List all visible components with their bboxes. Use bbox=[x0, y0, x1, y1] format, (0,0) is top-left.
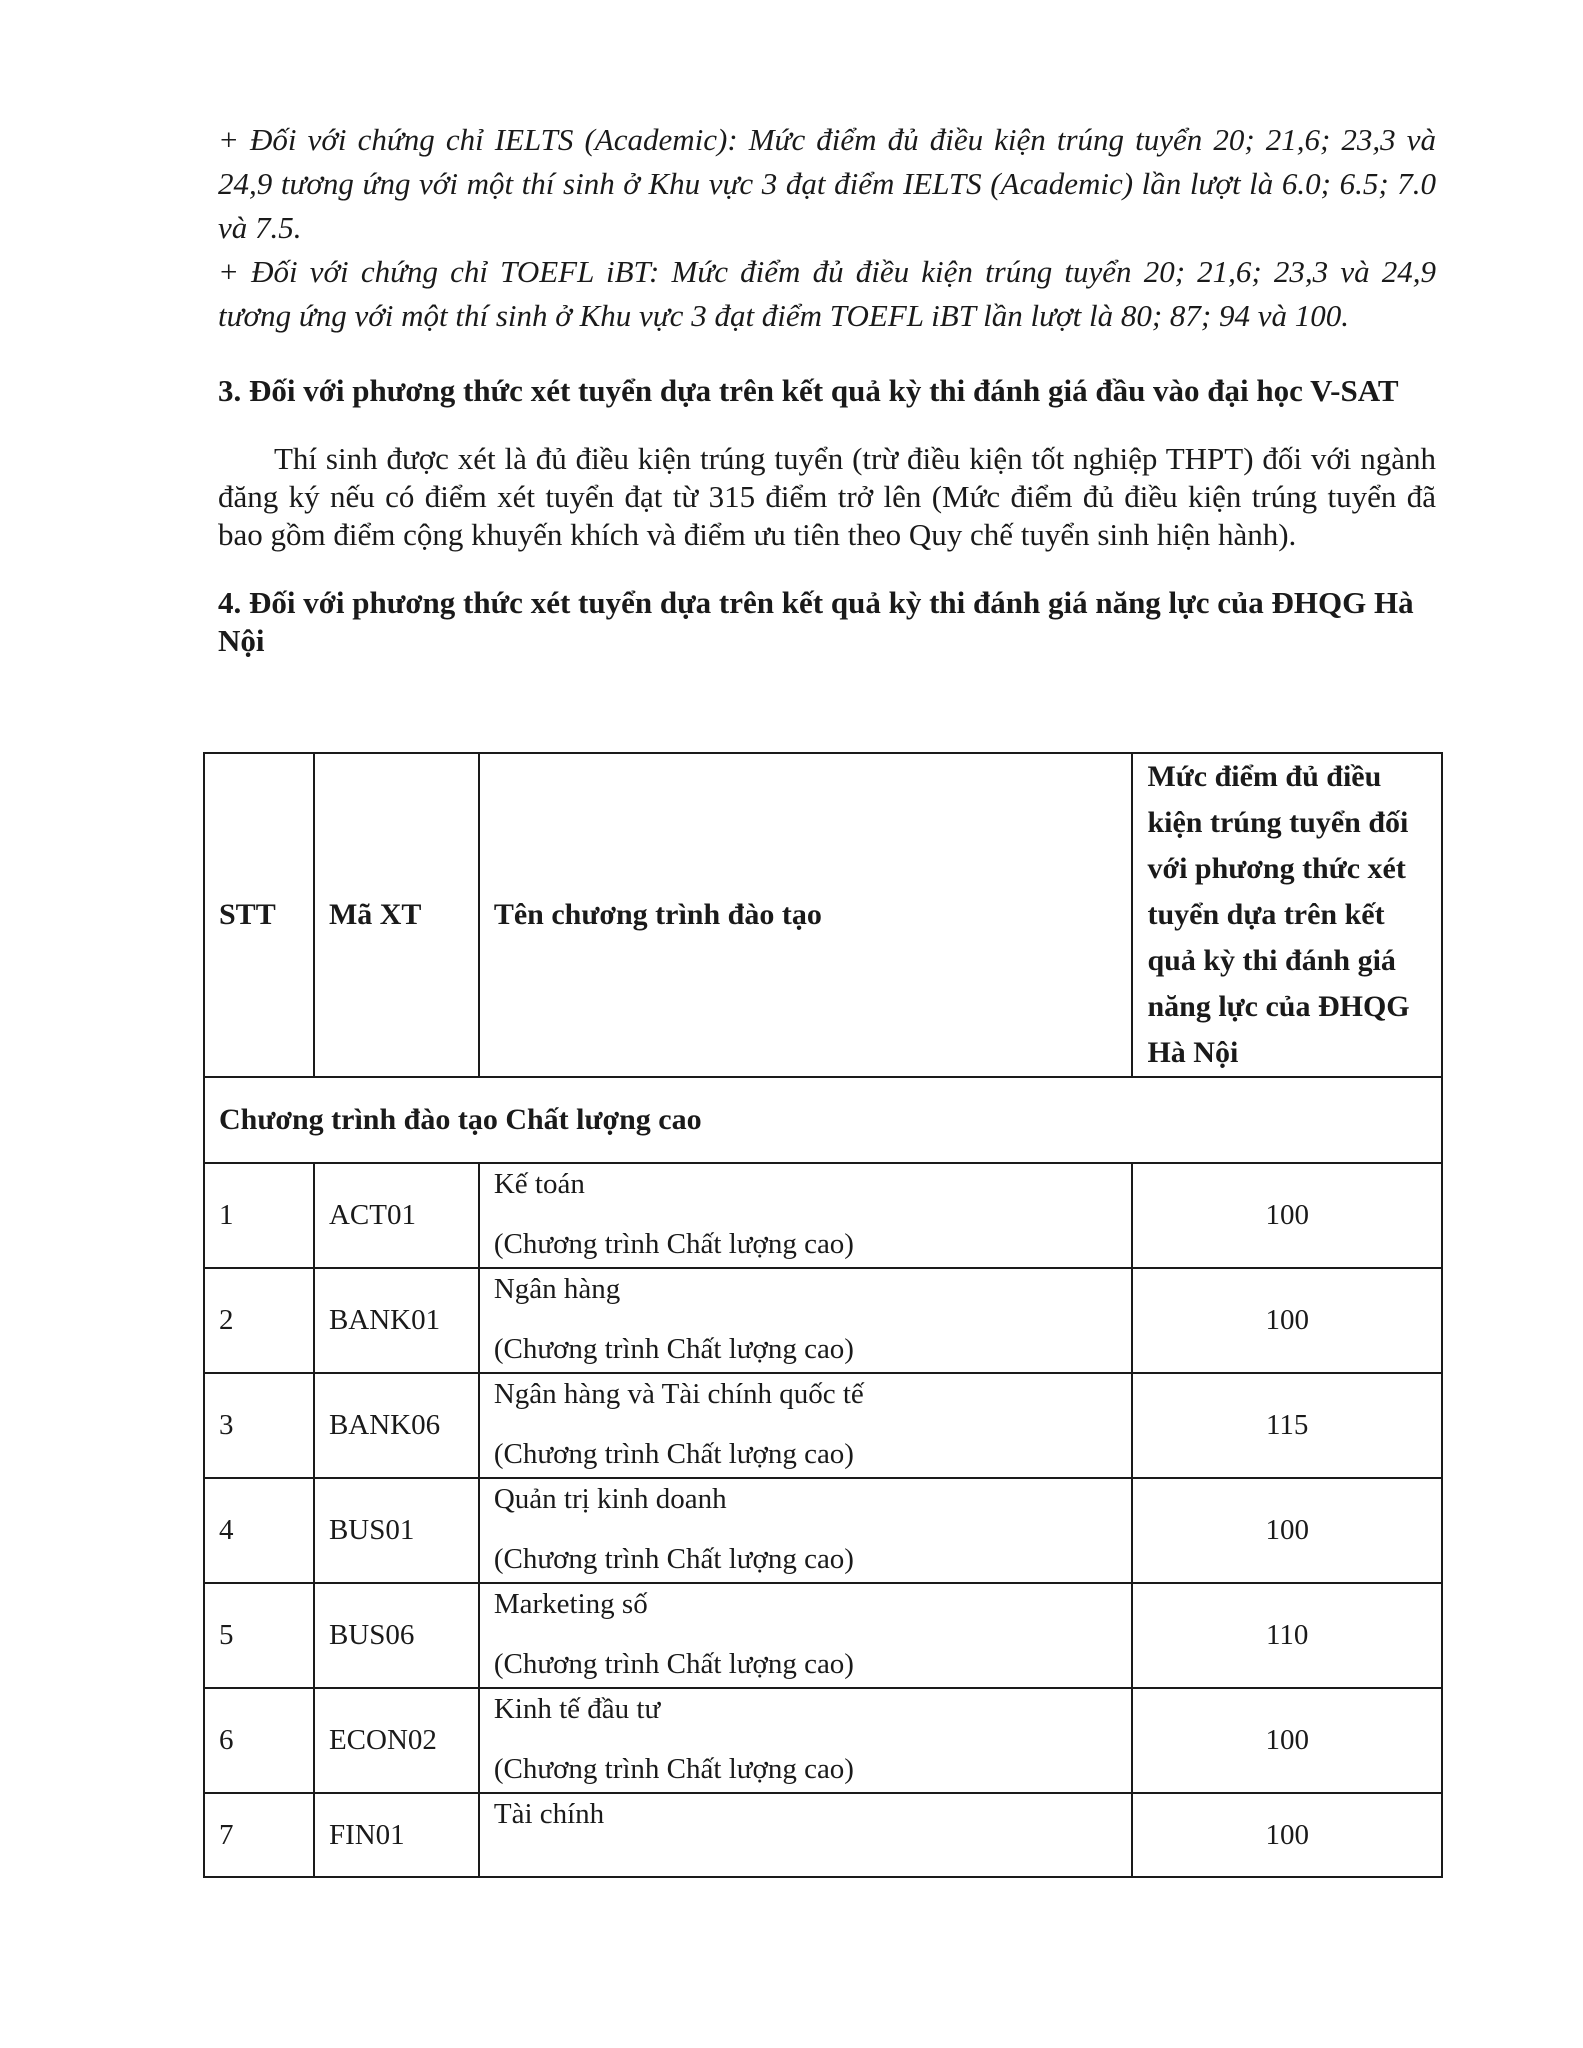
program-name: Kế toán bbox=[493, 1168, 585, 1200]
header-program-name: Tên chương trình đào tạo bbox=[479, 753, 1133, 1077]
row-min-score: 100 bbox=[1132, 1163, 1442, 1268]
program-name: Tài chính bbox=[493, 1798, 605, 1830]
row-program bbox=[479, 1373, 1133, 1478]
program-name: Quản trị kinh doanh bbox=[493, 1483, 727, 1515]
row-min-score: 110 bbox=[1132, 1583, 1442, 1688]
header-min-score: Mức điểm đủ điều kiện trúng tuyển đối với phương thức xét tuyển dựa trên kết quả kỳ thi đánh giá năng lực của ĐHQG Hà Nội bbox=[1132, 753, 1442, 1077]
row-program bbox=[479, 1163, 1133, 1268]
table-group-row bbox=[204, 1077, 1442, 1163]
table-row bbox=[204, 1793, 1442, 1877]
row-stt: 7 bbox=[204, 1793, 314, 1877]
table-row bbox=[204, 1163, 1442, 1268]
row-ma-xt: BUS01 bbox=[314, 1478, 479, 1583]
ielts-paragraph: + Đối với chứng chỉ IELTS (Academic): Mức điểm đủ điều kiện trúng tuyển 20; 21,6; 23,3 và 24,9 tương ứng với một thí sinh ở Khu vực 3 đạt điểm IELTS (Academic) lần lượt là 6.0; 6.5; 7.0 và 7.5. bbox=[218, 122, 1436, 245]
row-ma-xt: BANK06 bbox=[314, 1373, 479, 1478]
table-body bbox=[204, 1163, 1442, 1877]
table-row bbox=[204, 1583, 1442, 1688]
toefl-paragraph: + Đối với chứng chỉ TOEFL iBT: Mức điểm đủ điều kiện trúng tuyển 20; 21,6; 23,3 và 24,9 tương ứng với một thí sinh ở Khu vực 3 đạt điểm TOEFL iBT lần lượt là 80; 87; 94 và 100. bbox=[218, 254, 1436, 333]
row-program bbox=[479, 1583, 1133, 1688]
row-stt: 1 bbox=[204, 1163, 314, 1268]
table-header-row bbox=[204, 753, 1442, 1077]
row-program bbox=[479, 1793, 1133, 1877]
row-ma-xt: BANK01 bbox=[314, 1268, 479, 1373]
row-min-score: 115 bbox=[1132, 1373, 1442, 1478]
table-row bbox=[204, 1478, 1442, 1583]
table-row bbox=[204, 1688, 1442, 1793]
program-type: (Chương trình Chất lượng cao) bbox=[493, 1543, 854, 1575]
row-program bbox=[479, 1478, 1133, 1583]
table-row bbox=[204, 1268, 1442, 1373]
section4-heading: 4. Đối với phương thức xét tuyển dựa trên kết quả kỳ thi đánh giá năng lực của ĐHQG Hà Nội bbox=[218, 585, 1414, 658]
table-row bbox=[204, 1373, 1442, 1478]
row-stt: 6 bbox=[204, 1688, 314, 1793]
program-type: (Chương trình Chất lượng cao) bbox=[493, 1228, 854, 1260]
header-stt: STT bbox=[204, 753, 314, 1077]
row-ma-xt: FIN01 bbox=[314, 1793, 479, 1877]
program-type: (Chương trình Chất lượng cao) bbox=[493, 1753, 854, 1785]
row-ma-xt: ACT01 bbox=[314, 1163, 479, 1268]
admission-score-table bbox=[203, 752, 1443, 1878]
row-min-score: 100 bbox=[1132, 1268, 1442, 1373]
program-type: (Chương trình Chất lượng cao) bbox=[493, 1648, 854, 1680]
row-ma-xt: BUS06 bbox=[314, 1583, 479, 1688]
program-name: Ngân hàng bbox=[493, 1273, 621, 1305]
row-stt: 4 bbox=[204, 1478, 314, 1583]
row-program bbox=[479, 1688, 1133, 1793]
row-ma-xt: ECON02 bbox=[314, 1688, 479, 1793]
program-name: Kinh tế đầu tư bbox=[493, 1693, 661, 1725]
row-stt: 2 bbox=[204, 1268, 314, 1373]
row-stt: 5 bbox=[204, 1583, 314, 1688]
program-name: Marketing số bbox=[493, 1588, 648, 1620]
row-stt: 3 bbox=[204, 1373, 314, 1478]
program-type: (Chương trình Chất lượng cao) bbox=[493, 1333, 854, 1365]
program-type: (Chương trình Chất lượng cao) bbox=[493, 1438, 854, 1470]
row-min-score: 100 bbox=[1132, 1478, 1442, 1583]
document-page bbox=[218, 118, 1436, 660]
row-min-score: 100 bbox=[1132, 1688, 1442, 1793]
section3-body: Thí sinh được xét là đủ điều kiện trúng tuyển (trừ điều kiện tốt nghiệp THPT) đối với ngành đăng ký nếu có điểm xét tuyển đạt từ 315 điểm trở lên (Mức điểm đủ điều kiện trúng tuyển đã bao gồm điểm cộng khuyến khích và điểm ưu tiên theo Quy chế tuyển sinh hiện hành). bbox=[218, 441, 1436, 552]
row-min-score: 100 bbox=[1132, 1793, 1442, 1877]
row-program bbox=[479, 1268, 1133, 1373]
program-name: Ngân hàng và Tài chính quốc tế bbox=[493, 1378, 864, 1410]
header-ma-xt: Mã XT bbox=[314, 753, 479, 1077]
section3-heading: 3. Đối với phương thức xét tuyển dựa trên kết quả kỳ thi đánh giá đầu vào đại học V-SAT bbox=[218, 373, 1399, 408]
group-label: Chương trình đào tạo Chất lượng cao bbox=[204, 1077, 1442, 1163]
